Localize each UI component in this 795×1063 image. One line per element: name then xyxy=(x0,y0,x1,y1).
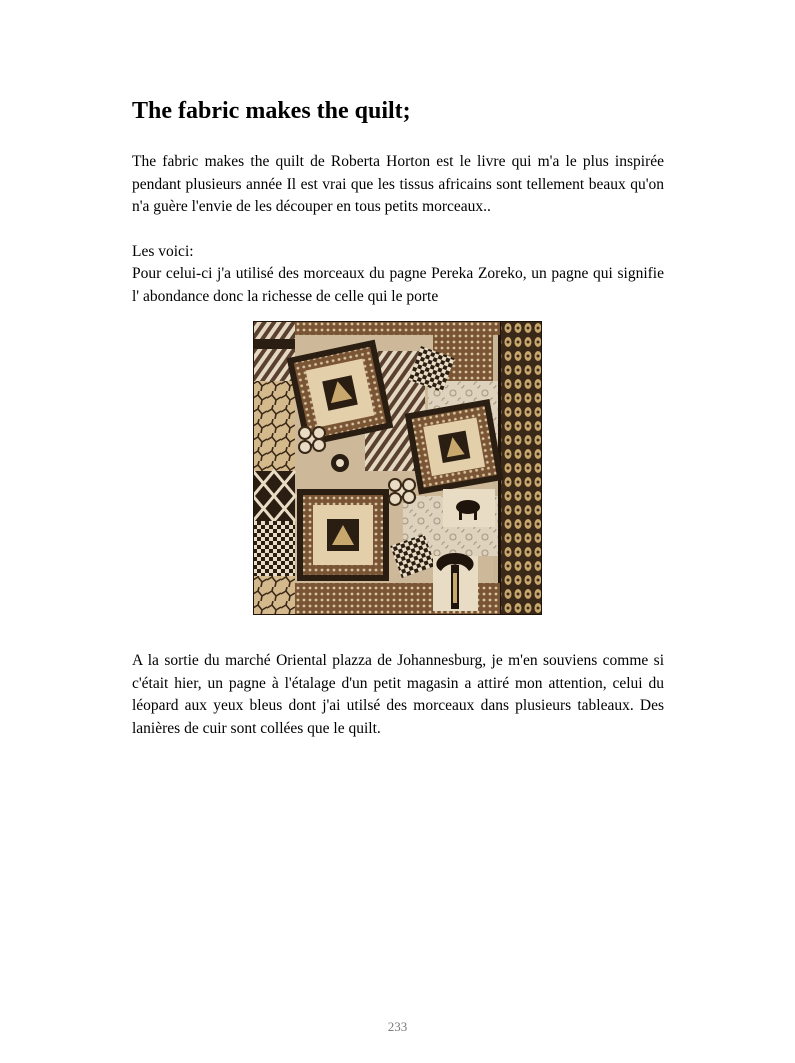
paragraph-intro: The fabric makes the quilt de Roberta Horton est le livre qui m'a le plus inspirée pendant plusieurs année Il est vrai que les tissus africains sont tellement beaux qu'on n'a guère l'envie de les découper en tous petits morceaux.. xyxy=(132,153,664,215)
page-title: The fabric makes the quilt; xyxy=(132,98,411,124)
paragraph-pereka: Pour celui-ci j'a utilisé des morceaux du pagne Pereka Zoreko, un pagne qui signifie l' abondance donc la richesse de celle qui le porte xyxy=(132,265,664,305)
paragraph-voici: Les voici: xyxy=(132,243,194,260)
paragraph-johannesburg: A la sortie du marché Oriental plazza de Johannesburg, je m'en souviens comme si c'était hier, un pagne à l'étalage d'un petit magasin a attiré mon attention, celui du léopard aux yeux bleus dont j'ai utilsé des morceaux dans plusieurs tableaux. Des lanières de cuir sont collées que le quilt. xyxy=(132,652,664,737)
page-number: 233 xyxy=(387,1019,408,1034)
quilt-photo xyxy=(253,321,542,615)
